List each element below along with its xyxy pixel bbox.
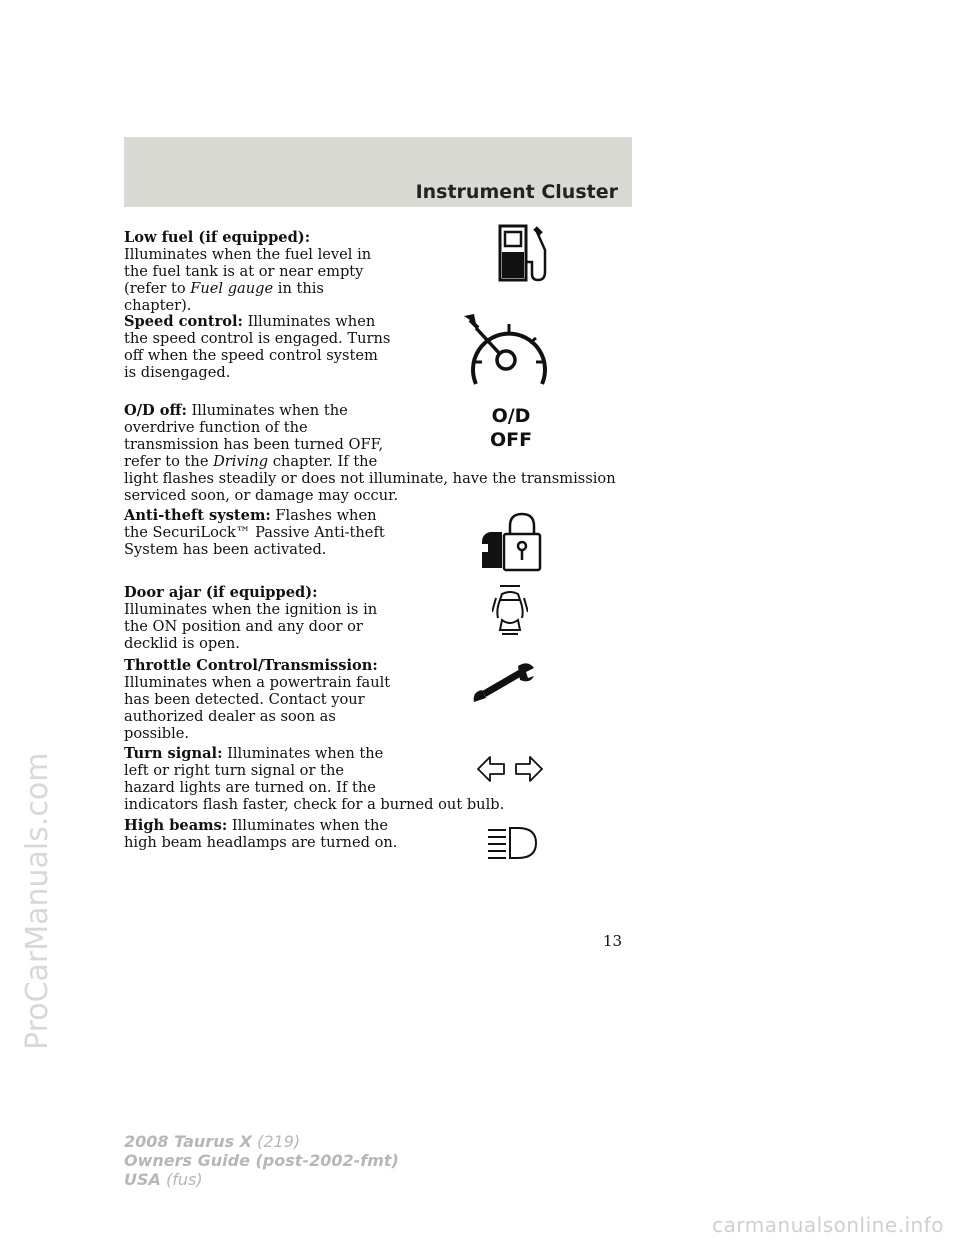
section-low-fuel (124, 229, 371, 314)
speed-control-text-3: off when the speed control system (124, 347, 378, 364)
door-ajar-text-3: decklid is open. (124, 635, 240, 652)
high-beam-icon (486, 826, 538, 860)
speed-control-heading: Speed control: (124, 313, 243, 330)
speed-control-text-2: the speed control is engaged. Turns (124, 330, 391, 347)
throttle-text-4: possible. (124, 725, 190, 742)
section-anti-theft (124, 507, 385, 558)
turn-signal-arrows-icon (476, 755, 544, 783)
door-ajar-heading: Door ajar (if equipped): (124, 584, 318, 601)
throttle-heading: Throttle Control/Transmission: (124, 657, 378, 674)
speed-control-text-1a: Illuminates when (242, 313, 376, 330)
section-high-beams (124, 817, 397, 851)
od-off-text-1 (124, 402, 616, 419)
section-throttle (124, 657, 390, 742)
od-off-icon-line-2: OFF (489, 429, 533, 451)
watermark-left: ProCarManuals.com (20, 752, 55, 1050)
od-off-text-5: light flashes steadily or does not illuminate, have the transmission (124, 470, 616, 487)
throttle-text-1: Illuminates when a powertrain fault (124, 674, 391, 691)
low-fuel-text-4: chapter). (124, 297, 192, 314)
footer-line-3 (124, 1170, 399, 1189)
od-off-text-4 (124, 453, 616, 470)
header-band (124, 137, 632, 207)
low-fuel-text-3c: in this (273, 280, 324, 297)
anti-theft-text-1 (124, 507, 385, 524)
turn-signal-text-1 (124, 745, 504, 762)
anti-theft-heading: Anti-theft system: (124, 507, 271, 524)
speed-control-text-4: is disengaged. (124, 364, 231, 381)
turn-signal-heading: Turn signal: (124, 745, 223, 762)
od-off-text-4a: refer to the (124, 453, 214, 470)
door-ajar-text-2: the ON position and any door or (124, 618, 363, 635)
anti-theft-text-2: the SecuriLock™ Passive Anti-theft (124, 524, 385, 541)
low-fuel-text-3a: (refer to (124, 280, 191, 297)
high-beams-text-1a: Illuminates when the (227, 817, 389, 834)
low-fuel-text-3 (124, 280, 371, 297)
throttle-text-2: has been detected. Contact your (124, 691, 365, 708)
footer-model-code: (219) (252, 1132, 301, 1151)
low-fuel-text-1: Illuminates when the fuel level in (124, 246, 372, 263)
door-ajar-text-1: Illuminates when the ignition is in (124, 601, 378, 618)
od-off-text-3: transmission has been turned OFF, (124, 436, 384, 453)
turn-signal-text-4: indicators flash faster, check for a burned out bulb. (124, 796, 505, 813)
footer-market: USA (124, 1170, 161, 1189)
page-number: 13 (603, 932, 623, 950)
od-off-text-2: overdrive function of the (124, 419, 308, 436)
footer-line-2: Owners Guide (post-2002-fmt) (124, 1151, 399, 1170)
od-off-heading: O/D off: (124, 402, 187, 419)
anti-theft-lock-icon (476, 512, 542, 572)
watermark-bottom: carmanualsonline.info (712, 1213, 944, 1237)
throttle-text-3: authorized dealer as soon as (124, 708, 336, 725)
turn-signal-text-3: hazard lights are turned on. If the (124, 779, 376, 796)
footer-market-code: (fus) (160, 1170, 203, 1189)
od-off-text-1a: Illuminates when the (186, 402, 348, 419)
speed-control-icon (460, 310, 550, 390)
fuel-pump-icon (498, 222, 554, 284)
od-off-icon (484, 404, 538, 452)
section-speed-control (124, 313, 390, 381)
od-off-text-4c: chapter. If the (268, 453, 378, 470)
low-fuel-heading: Low fuel (if equipped): (124, 229, 311, 246)
low-fuel-text-2: the fuel tank is at or near empty (124, 263, 364, 280)
section-od-off (124, 402, 616, 504)
od-off-text-6: serviced soon, or damage may occur. (124, 487, 399, 504)
turn-signal-text-1a: Illuminates when the (222, 745, 384, 762)
page-title: Instrument Cluster (415, 181, 618, 203)
high-beams-text-2: high beam headlamps are turned on. (124, 834, 398, 851)
fuel-gauge-reference: Fuel gauge (190, 280, 274, 297)
door-ajar-car-icon (492, 584, 528, 636)
anti-theft-text-1a: Flashes when (270, 507, 377, 524)
turn-signal-text-2: left or right turn signal or the (124, 762, 344, 779)
section-turn-signal (124, 745, 504, 813)
footer-line-1 (124, 1132, 399, 1151)
speed-control-text-1 (124, 313, 390, 330)
wrench-icon (472, 662, 536, 704)
high-beams-heading: High beams: (124, 817, 228, 834)
anti-theft-text-3: System has been activated. (124, 541, 327, 558)
footer-model: 2008 Taurus X (124, 1132, 253, 1151)
footer (124, 1132, 399, 1189)
od-off-icon-line-1: O/D (491, 405, 531, 427)
high-beams-text-1 (124, 817, 397, 834)
section-door-ajar (124, 584, 377, 652)
driving-reference: Driving (213, 453, 269, 470)
